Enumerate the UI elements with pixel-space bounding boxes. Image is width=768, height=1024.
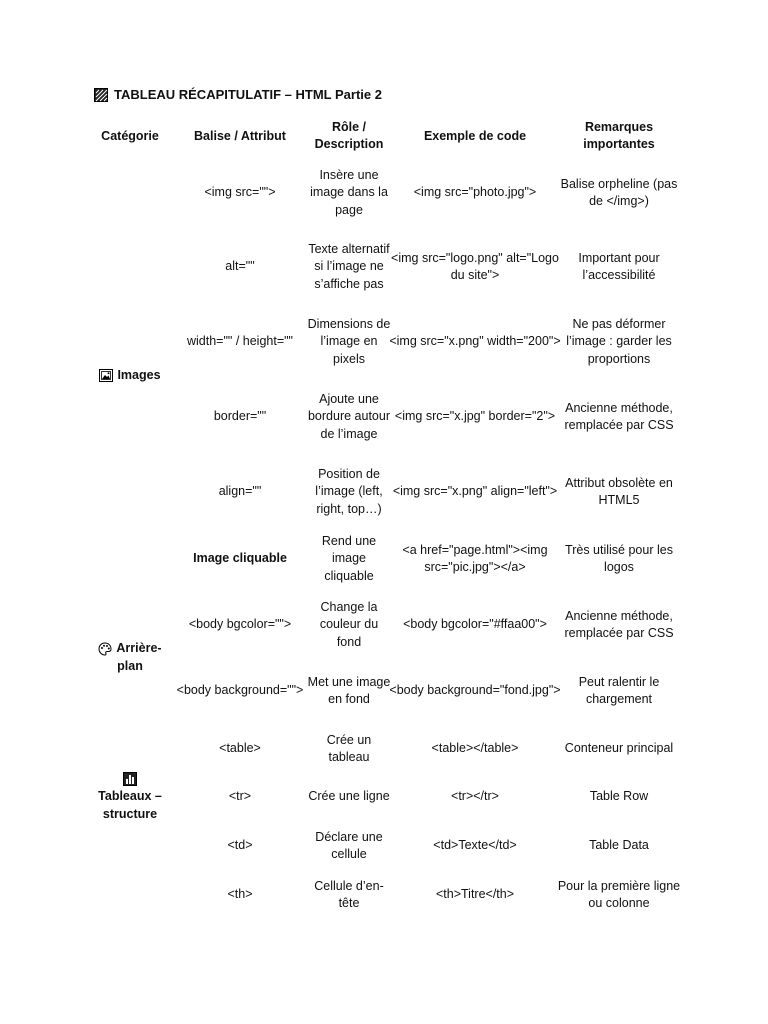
tag-cell: <tr> [228,789,252,804]
role-cell: Insère une image dans la page [310,167,388,217]
remarks-cell: Attribut obsolète en HTML5 [565,475,673,507]
role-cell: Dimensions de l’image en pixels [307,316,391,366]
example-cell: <td>Texte</td> [433,838,517,853]
header-category: Catégorie [101,128,159,143]
tag-cell: <table> [219,741,261,756]
category-images [88,367,172,385]
role-cell: Met une image en fond [307,674,391,706]
example-cell: <a href="page.html"><img src="pic.jpg"></a> [402,542,548,574]
remarks-cell: Conteneur principal [564,741,674,756]
role-cell: Texte alternatif si l’image ne s’affiche pas [308,241,390,291]
tag-cell: <body bgcolor=""> [188,617,292,632]
remarks-cell: Balise orpheline (pas de </img>) [560,176,678,208]
example-cell: <img src="logo.png" alt="Logo du site"> [391,250,559,282]
tag-cell: border="" [213,409,267,424]
header-role: Rôle / Description [314,120,384,151]
example-cell: <body bgcolor="#ffaa00"> [403,617,547,632]
category-label: Tableaux – structure [98,789,162,821]
role-cell: Crée une ligne [308,789,390,804]
remarks-cell: Peut ralentir le chargement [578,674,660,706]
role-cell: Change la couleur du fond [319,599,379,649]
example-cell: <img src="x.jpg" border="2"> [394,409,556,424]
tag-cell: align="" [218,484,262,499]
header-tag: Balise / Attribut [194,128,286,143]
remarks-cell: Ancienne méthode, remplacée par CSS [564,400,674,432]
remarks-cell: Très utilisé pour les logos [565,542,673,574]
role-cell: Rend une image cliquable [321,533,377,583]
tag-cell: <img src=""> [204,185,276,200]
role-cell: Cellule d’en-tête [314,878,384,910]
category-tables [88,770,172,823]
palette-icon [98,642,112,656]
example-cell: <body background="fond.jpg"> [389,683,561,698]
role-cell: Déclare une cellule [315,829,383,861]
tag-cell: width="" / height="" [186,334,293,349]
example-cell: <img src="x.png" align="left"> [392,484,558,499]
example-cell: <table></table> [431,741,519,756]
title-text: TABLEAU RÉCAPITULATIF – HTML Partie 2 [114,87,382,102]
category-background [88,640,172,675]
category-label: Images [117,368,161,382]
tag-cell: Image cliquable [193,551,287,566]
tag-cell: <body background=""> [176,683,304,698]
remarks-cell: Ancienne méthode, remplacée par CSS [564,608,674,640]
tag-cell: <th> [227,887,253,902]
remarks-cell: Pour la première ligne ou colonne [557,878,681,910]
picture-icon [99,369,113,382]
remarks-cell: Table Row [589,789,649,804]
role-cell: Position de l’image (left, right, top…) [315,466,383,516]
remarks-cell: Ne pas déformer l’image : garder les proportions [566,316,672,366]
remarks-cell: Important pour l’accessibilité [578,250,660,282]
remarks-cell: Table Data [589,838,649,853]
tag-cell: <td> [227,838,253,853]
header-example: Exemple de code [423,128,527,143]
example-cell: <th>Titre</th> [435,887,515,902]
example-cell: <img src="x.png" width="200"> [389,334,561,349]
header-remarks: Remarques importantes [583,120,655,151]
tag-cell: alt="" [225,259,255,274]
bar-chart-icon [123,772,137,786]
example-cell: <tr></tr> [451,789,499,804]
document-title [94,86,382,104]
example-cell: <img src="photo.jpg"> [413,185,537,200]
role-cell: Crée un tableau [326,732,372,764]
role-cell: Ajoute une bordure autour de l’image [307,391,390,441]
document-icon [94,88,108,102]
category-label: Arrière-plan [116,641,162,673]
